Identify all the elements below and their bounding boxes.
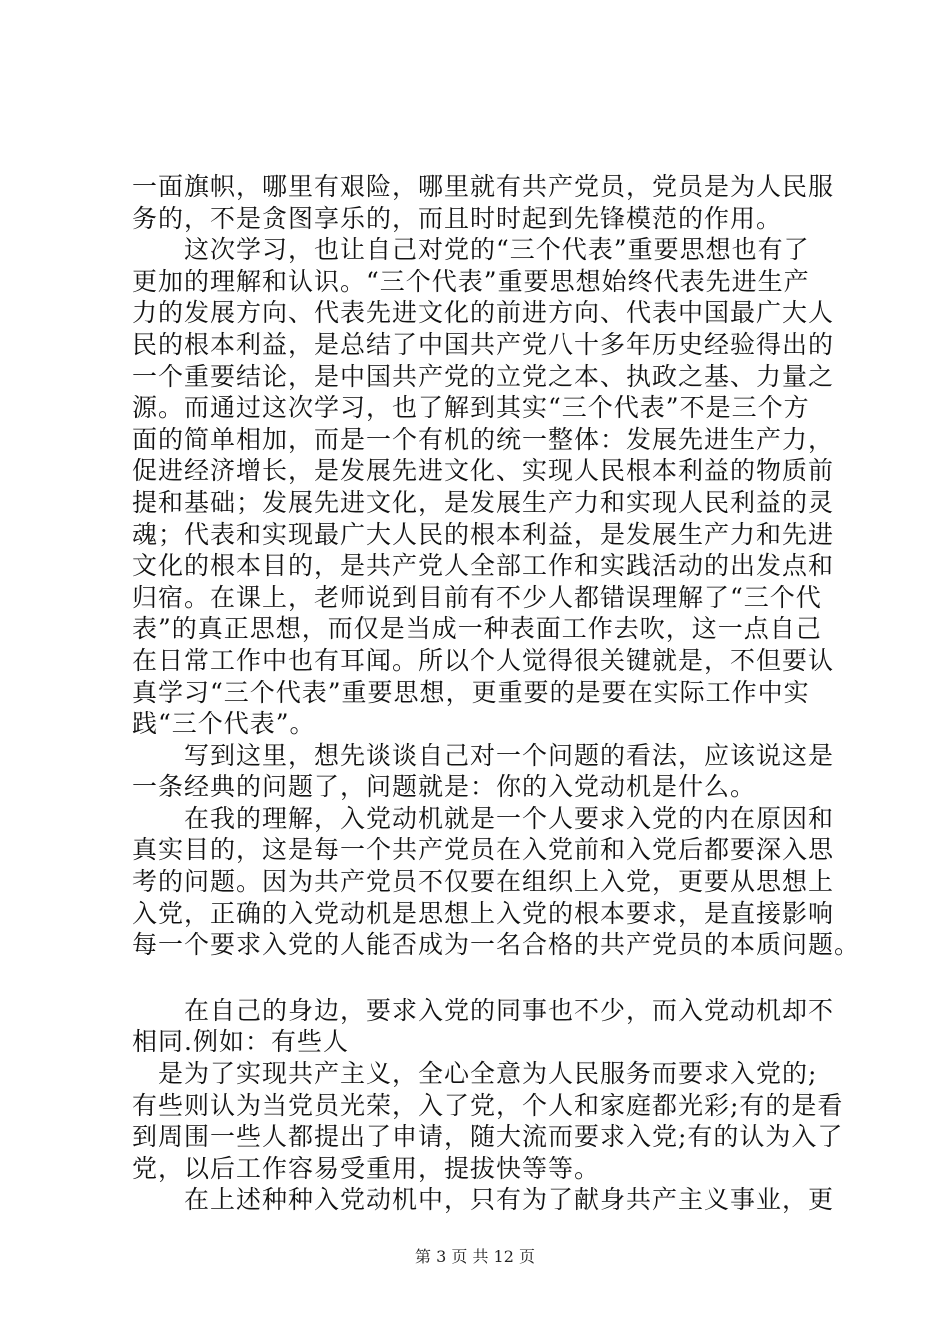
text-line: 在日常工作中也有耳闻。所以个人觉得很关键就是，不但要认 [132,645,835,675]
text-line: 力的发展方向、代表先进文化的前进方向、代表中国最广大人 [132,298,835,328]
text-line: 民的根本利益，是总结了中国共产党八十多年历史经验得出的 [132,329,835,359]
text-line: 党，以后工作容易受重用，提拔快等等。 [132,1153,601,1183]
text-line: 表”的真正思想，而仅是当成一种表面工作去吹，这一点自己 [132,614,822,644]
text-line: 真学习“三个代表”重要思想，更重要的是要在实际工作中实 [132,677,810,707]
text-line: 写到这里，想先谈谈自己对一个问题的看法，应该说这是 [132,740,835,770]
paragraph-gap [132,961,832,995]
text-line: 是为了实现共产主义，全心全意为人民服务而要求入党的; [132,1059,818,1089]
text-line: 务的，不是贪图享乐的，而且时时起到先锋模范的作用。 [132,203,783,233]
text-line: 面的简单相加，而是一个有机的统一整体：发展先进生产力， [132,424,835,454]
document-body [132,171,861,1216]
text-line: 更加的理解和认识。“三个代表”重要思想始终代表先进生产 [132,266,810,296]
page-number: 第 3 页 共 12 页 [415,1247,535,1266]
text-line: 有些则认为当党员光荣，入了党，个人和家庭都光彩;有的是看 [132,1090,844,1120]
text-line: 在上述种种入党动机中，只有为了献身共产主义事业，更 [132,1185,835,1215]
text-line: 这次学习，也让自己对党的“三个代表”重要思想也有了 [132,235,810,265]
text-line: 在我的理解，入党动机就是一个人要求入党的内在原因和 [132,803,835,833]
text-line: 文化的根本目的，是共产党人全部工作和实践活动的出发点和 [132,551,835,581]
text-line: 促进经济增长，是发展先进文化、实现人民根本利益的物质前 [132,456,835,486]
text-line: 源。而通过这次学习，也了解到其实“三个代表”不是三个方 [132,393,810,423]
text-line: 一条经典的问题了，问题就是：你的入党动机是什么。 [132,772,757,802]
text-line: 践“三个代表”。 [132,709,316,739]
text-line: 一个重要结论，是中国共产党的立党之本、执政之基、力量之 [132,361,835,391]
text-line: 考的问题。因为共产党员不仅要在组织上入党，更要从思想上 [132,867,835,897]
text-line: 每一个要求入党的人能否成为一名合格的共产党员的本质问题。 [132,930,861,960]
text-line: 相同.例如：有些人 [132,1027,349,1057]
text-line: 真实目的，这是每一个共产党员在入党前和入党后都要深入思 [132,835,835,865]
text-line: 入党，正确的入党动机是思想上入党的根本要求，是直接影响 [132,898,835,928]
text-line: 归宿。在课上，老师说到目前有不少人都错误理解了“三个代 [132,582,822,612]
text-line: 在自己的身边，要求入党的同事也不少，而入党动机却不 [132,995,835,1025]
text-line: 到周围一些人都提出了申请，随大流而要求入党;有的认为入了 [132,1122,844,1152]
text-line: 一面旗帜，哪里有艰险，哪里就有共产党员，党员是为人民服 [132,172,835,201]
text-line: 提和基础；发展先进文化，是发展生产力和实现人民利益的灵 [132,487,835,517]
text-line: 魂；代表和实现最广大人民的根本利益，是发展生产力和先进 [132,519,835,549]
page-footer [0,1244,950,1267]
